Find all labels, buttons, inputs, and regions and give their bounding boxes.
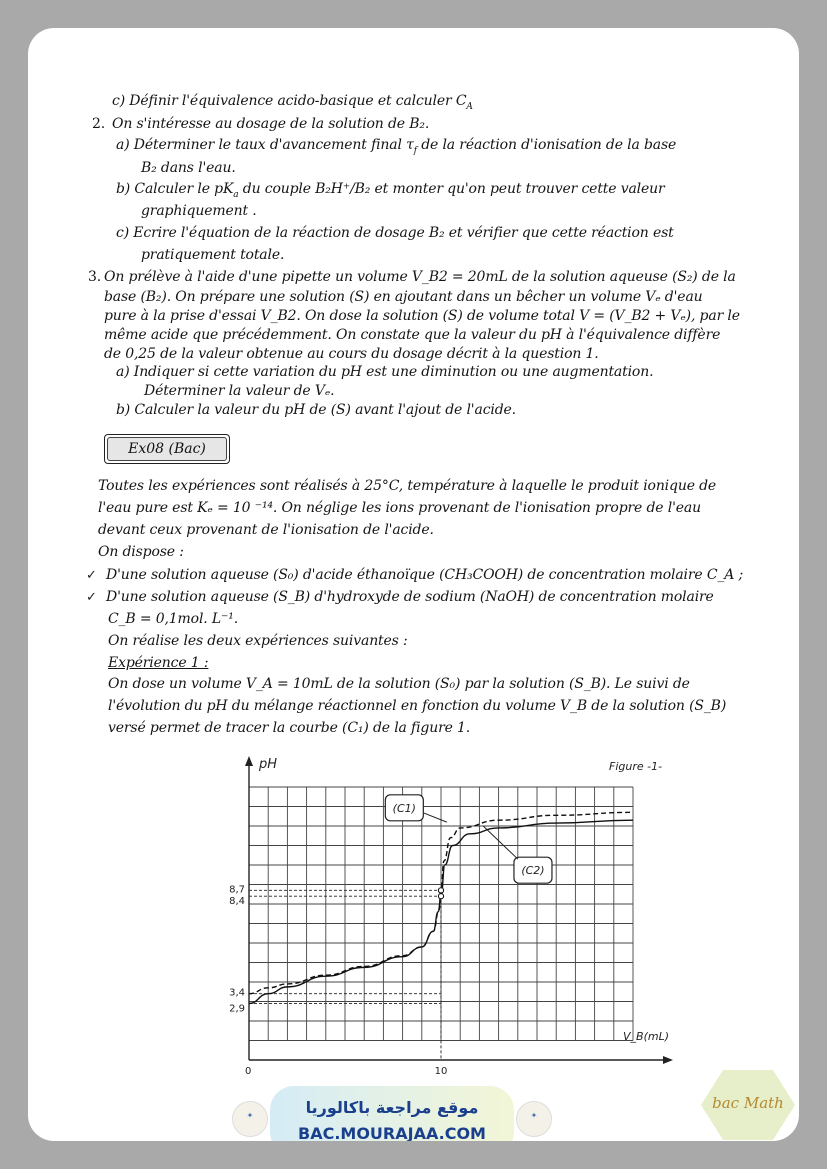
question-3a-line1: a) Indiquer si cette variation du pH est une diminution ou une augmentation. (116, 364, 654, 380)
footer-site-url[interactable]: BAC.MOURAJAA.COM (298, 1124, 486, 1141)
label-pointer-c2 (483, 826, 518, 859)
question-3-line1: On prélève à l'aide d'une pipette un volume V_B2 = 20mL de la solution aqueuse (S₂) de la (104, 269, 736, 285)
y-tick-label: 8,4 (229, 896, 245, 908)
site-logo-left: ✦ (232, 1101, 268, 1137)
y-tick-label: 8,7 (229, 884, 245, 896)
intro-line4: On dispose : (98, 544, 184, 560)
question-2: On s'intéresse au dosage de la solution de B₂. (112, 116, 430, 132)
ph-titration-chart (223, 754, 673, 1074)
exercise-title-box (104, 434, 230, 464)
question-2a-line2: B₂ dans l'eau. (141, 160, 236, 176)
question-2-number: 2. (92, 116, 106, 132)
label-c1: (C1) (392, 801, 416, 815)
experiment-1-line1: On dose un volume V_A = 10mL de la solution (S₀) par la solution (S_B). Le suivi de (108, 676, 690, 692)
footer-site-name[interactable]: موقع مراجعة باكالوريا (305, 1098, 479, 1117)
equivalence-point-c1 (438, 894, 443, 899)
bac-math-badge-label-wrap (699, 1068, 797, 1141)
exercise-title: Ex08 (Bac) (107, 437, 227, 461)
question-3b: b) Calculer la valeur du pH de (S) avant l'ajout de l'acide. (116, 402, 516, 418)
question-3-line5: de 0,25 de la valeur obtenue au cours du dosage décrit à la question 1. (104, 346, 599, 362)
intro-line1: Toutes les expériences sont réalisés à 25°C, température à laquelle le produit ionique de (98, 478, 717, 494)
question-1c: c) Définir l'équivalence acido-basique et calculer $C_A$ (112, 93, 473, 112)
check-icon: ✓ (86, 568, 97, 583)
document-page (28, 28, 799, 1141)
y-tick-label: 3,4 (229, 987, 245, 999)
figure-title: Figure -1- (609, 760, 663, 773)
question-2b-line2: graphiquement . (141, 203, 257, 219)
x-axis-label: V_B(mL) (623, 1030, 669, 1043)
question-2c-line1: c) Ecrire l'équation de la réaction de dosage B₂ et vérifier que cette réaction est (116, 225, 674, 241)
intro-line2: l'eau pure est Kₑ = 10 ⁻¹⁴. On néglige les ions provenant de l'ionisation propre de l'eau (98, 500, 701, 516)
intro-line3: devant ceux provenant de l'ionisation de l'acide. (98, 522, 434, 538)
question-3a-line2: Déterminer la valeur de Vₑ. (144, 383, 335, 399)
label-pointer-c1 (423, 813, 446, 822)
list-item-solution-sb: D'une solution aqueuse (S_B) d'hydroxyde de sodium (NaOH) de concentration molaire (106, 589, 714, 605)
question-2b-line1: b) Calculer le $pK_a$ du couple B₂H⁺/B₂ et monter qu'on peut trouver cette valeur (116, 181, 665, 200)
list-item-solution-s0: D'une solution aqueuse (S₀) d'acide éthanoïque (CH₃COOH) de concentration molaire C_A ; (106, 567, 744, 583)
check-icon: ✓ (86, 590, 97, 605)
question-3-number: 3. (88, 269, 102, 285)
x-axis-arrow (663, 1056, 673, 1064)
question-3-line2: base (B₂). On prépare une solution (S) en ajoutant dans un bêcher un volume Vₑ d'eau (104, 289, 703, 305)
question-3-line4: même acide que précédemment. On constate que la valeur du pH à l'équivalence diffère (104, 327, 721, 343)
experiment-1-line2: l'évolution du pH du mélange réactionnel en fonction du volume V_B de la solution (S_B) (108, 698, 727, 714)
bac-math-badge-label: bac Math (712, 1094, 784, 1112)
experiments-intro: On réalise les deux expériences suivantes : (108, 633, 408, 649)
x-tick-label: 0 (245, 1066, 252, 1074)
question-3-line3: pure à la prise d'essai V_B2. On dose la solution (S) de volume total V = (V_B2 + Vₑ), par le (104, 308, 740, 324)
y-tick-label: 2,9 (229, 1003, 245, 1015)
x-tick-label: 10 (434, 1066, 448, 1074)
y-axis-arrow (245, 756, 253, 766)
list-item-solution-sb-concentration: C_B = 0,1mol. L⁻¹. (108, 611, 239, 627)
label-c2: (C2) (521, 864, 545, 878)
question-2a-line1: a) Déterminer le taux d'avancement final $\tau_f$ de la réaction d'ionisation de la base (116, 137, 677, 156)
equivalence-point-c2 (438, 888, 443, 893)
question-2c-line2: pratiquement totale. (141, 247, 285, 263)
footer-banner[interactable] (270, 1086, 514, 1141)
experiment-1-line3: versé permet de tracer la courbe (C₁) de la figure 1. (108, 720, 471, 736)
site-logo-right: ✦ (516, 1101, 552, 1137)
experiment-1-heading: Expérience 1 : (108, 655, 209, 671)
y-axis-label: pH (259, 757, 278, 772)
